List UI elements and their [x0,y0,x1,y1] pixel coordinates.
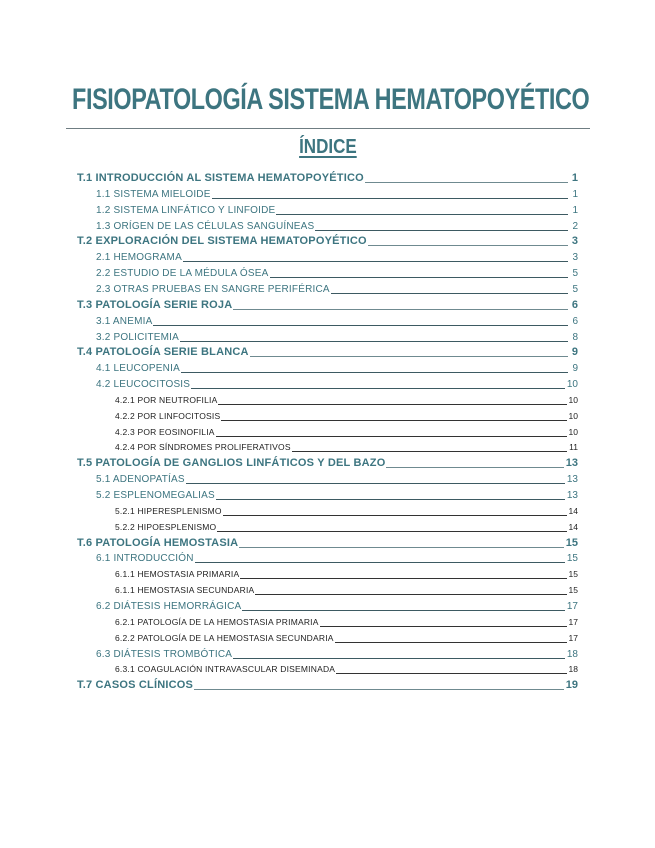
toc-leader-line [153,325,568,326]
toc-leader-line [180,341,568,342]
toc-entry-level2[interactable] [96,378,578,391]
index-heading-text: ÍNDICE [298,136,357,158]
toc-entry-level2[interactable] [96,204,578,217]
toc-entry-label: 3.2 POLICITEMIA [96,331,180,343]
toc-leader-line [217,531,566,532]
toc-leader-line [221,420,566,421]
toc-page-number: 15 [568,569,578,580]
toc-leader-line [191,388,565,389]
toc-entry-label: 2.3 OTRAS PRUEBAS EN SANGRE PERIFÉRICA [96,283,330,295]
toc-entry-level2[interactable] [96,283,578,296]
toc-page-number: 17 [566,600,578,612]
toc-entry-level3[interactable] [115,410,578,423]
toc-page-number: 11 [569,442,578,453]
toc-entry-label: 6.2.2 PATOLOGÍA DE LA HEMOSTASIA SECUNDARIA [115,632,334,643]
toc-entry-level2[interactable] [96,331,578,344]
toc-leader-line [218,404,566,405]
toc-leader-line [365,182,568,183]
toc-leader-line [320,626,567,627]
toc-entry-level1[interactable] [77,172,578,185]
toc-entry-level1[interactable] [77,537,578,550]
toc-entry-label: 4.2.2 POR LINFOCITOSIS [115,410,221,421]
toc-entry-label: 5.2.2 HIPOESPLENISMO [115,521,217,532]
toc-entry-label: 4.2 LEUCOCITOSIS [96,379,191,391]
toc-page-number: 1 [572,204,578,216]
toc-leader-line [242,610,564,611]
toc-entry-label: 6.3 DIÁTESIS TROMBÓTICA [96,648,233,660]
toc-leader-line [216,436,567,437]
toc-entry-level2[interactable] [96,489,578,502]
toc-entry-label: 1.3 ORÍGEN DE LAS CÉLULAS SANGUÍNEAS [96,220,315,232]
toc-entry-label: 5.2 ESPLENOMEGALIAS [96,490,215,501]
toc-leader-line [216,499,565,500]
toc-entry-label: 2.2 ESTUDIO DE LA MÉDULA ÓSEA [96,268,269,280]
toc-page-number: 1 [572,188,578,200]
toc-page-number: 14 [568,521,578,532]
toc-page-number: 19 [565,679,578,692]
toc-page-number: 9 [572,363,578,375]
toc-leader-line [239,547,563,548]
toc-entry-label: T.4 PATOLOGÍA SERIE BLANCA [77,346,249,359]
toc-entry-level2[interactable] [96,315,578,328]
toc-page-number: 10 [568,426,578,437]
toc-leader-line [292,451,567,452]
toc-entry-label: 3.1 ANEMIA [96,315,153,327]
toc-leader-line [331,293,568,294]
toc-entry-level1[interactable] [77,457,578,470]
toc-entry-level3[interactable] [115,568,578,581]
toc-entry-level2[interactable] [96,552,578,565]
title-divider [66,128,590,129]
toc-leader-line [183,261,568,262]
toc-entry-level3[interactable] [115,505,578,518]
toc-entry-label: 1.1 SISTEMA MIELOIDE [96,188,211,200]
toc-page-number: 1 [571,172,578,184]
toc-entry-label: 6.2.1 PATOLOGÍA DE LA HEMOSTASIA PRIMARIA [115,616,319,627]
toc-entry-level1[interactable] [77,299,578,312]
toc-entry-label: 4.1 LEUCOPENIA [96,363,180,375]
toc-page-number: 18 [566,648,578,660]
toc-entry-level2[interactable] [96,362,578,375]
toc-page-number: 13 [566,474,578,486]
toc-entry-level3[interactable] [115,616,578,629]
toc-page-number: 3 [572,252,578,264]
toc-page-number: 6 [571,298,578,311]
toc-entry-level2[interactable] [96,251,578,264]
toc-leader-line [212,198,568,199]
toc-leader-line [336,673,566,674]
toc-entry-label: 1.2 SISTEMA LINFÁTICO Y LINFOIDE [96,204,276,216]
toc-entry-label: 6.1 INTRODUCCIÓN [96,553,194,565]
toc-leader-line [233,309,568,310]
toc-entry-level2[interactable] [96,600,578,613]
toc-page-number: 15 [568,585,578,596]
toc-entry-label: T.6 PATOLOGÍA HEMOSTASIA [77,536,239,549]
toc-leader-line [276,214,568,215]
toc-page-number: 18 [568,664,578,675]
toc-entry-level2[interactable] [96,473,578,486]
toc-entry-label: T.1 INTRODUCCIÓN AL SISTEMA HEMATOPOYÉTICO [77,172,364,184]
toc-entry-level2[interactable] [96,188,578,201]
toc-leader-line [240,578,566,579]
toc-page-number: 13 [566,490,578,501]
toc-page-number: 6 [572,315,578,327]
toc-page-number: 13 [565,457,578,470]
toc-entry-label: 6.2 DIÁTESIS HEMORRÁGICA [96,600,242,612]
toc-entry-label: 4.2.1 POR NEUTROFILIA [115,394,218,405]
toc-leader-line [270,277,568,278]
toc-entry-level3[interactable] [115,663,578,676]
toc-leader-line [223,515,567,516]
toc-leader-line [195,562,565,563]
toc-entry-label: 6.1.1 HEMOSTASIA PRIMARIA [115,569,240,580]
toc-entry-level2[interactable] [96,267,578,280]
toc-entry-label: 6.1.1 HEMOSTASIA SECUNDARIA [115,585,255,596]
document-title: FISIOPATOLOGÍA SISTEMA HEMATOPOYÉTICO [72,83,590,116]
toc-page-number: 3 [571,235,578,248]
toc-entry-label: 4.2.4 POR SÍNDROMES PROLIFERATIVOS [115,442,291,453]
toc-entry-label: 5.2.1 HIPERESPLENISMO [115,505,222,516]
toc-entry-level2[interactable] [96,648,578,661]
toc-page-number: 15 [566,553,578,565]
toc-leader-line [368,245,568,246]
toc-page-number: 10 [568,410,578,421]
toc-entry-label: 6.3.1 COAGULACIÓN INTRAVASCULAR DISEMINADA [115,664,336,675]
toc-leader-line [250,356,568,357]
toc-page-number: 10 [568,394,578,405]
toc-entry-label: 2.1 HEMOGRAMA [96,252,182,264]
toc-page-number: 9 [571,346,578,359]
toc-entry-level3[interactable] [115,441,578,454]
toc-leader-line [315,230,568,231]
toc-page-number: 10 [566,379,578,391]
toc-page-number: 2 [572,220,578,232]
toc-leader-line [233,658,565,659]
toc-entry-level3[interactable] [115,394,578,407]
toc-entry-label: 4.2.3 POR EOSINOFILIA [115,426,215,437]
toc-leader-line [194,689,564,690]
toc-entry-level3[interactable] [115,426,578,439]
toc-entry-level3[interactable] [115,521,578,534]
toc-page-number: 17 [568,632,578,643]
toc-entry-level1[interactable] [77,679,578,692]
toc-entry-label: T.7 CASOS CLÍNICOS [77,679,194,692]
toc-leader-line [186,483,565,484]
toc-page-number: 5 [572,268,578,280]
toc-leader-line [181,372,568,373]
toc-entry-level1[interactable] [77,235,578,248]
toc-leader-line [386,467,563,468]
toc-entry-label: 5.1 ADENOPATÍAS [96,474,185,486]
toc-entry-level3[interactable] [115,632,578,645]
toc-leader-line [255,594,566,595]
toc-page-number: 17 [568,616,578,627]
toc-leader-line [335,642,567,643]
index-heading [0,134,655,160]
toc-entry-label: T.2 EXPLORACIÓN DEL SISTEMA HEMATOPOYÉTICO [77,235,367,248]
toc-page-number: 5 [572,283,578,295]
toc-entry-label: T.5 PATOLOGÍA DE GANGLIOS LINFÁTICOS Y DEL BAZO [77,457,386,470]
toc-page-number: 15 [565,536,578,549]
toc-page-number: 8 [572,331,578,343]
toc-page-number: 14 [568,505,578,516]
toc-entry-label: T.3 PATOLOGÍA SERIE ROJA [77,298,233,311]
toc-entry-level2[interactable] [96,220,578,233]
toc-entry-level1[interactable] [77,346,578,359]
toc-entry-level3[interactable] [115,584,578,597]
